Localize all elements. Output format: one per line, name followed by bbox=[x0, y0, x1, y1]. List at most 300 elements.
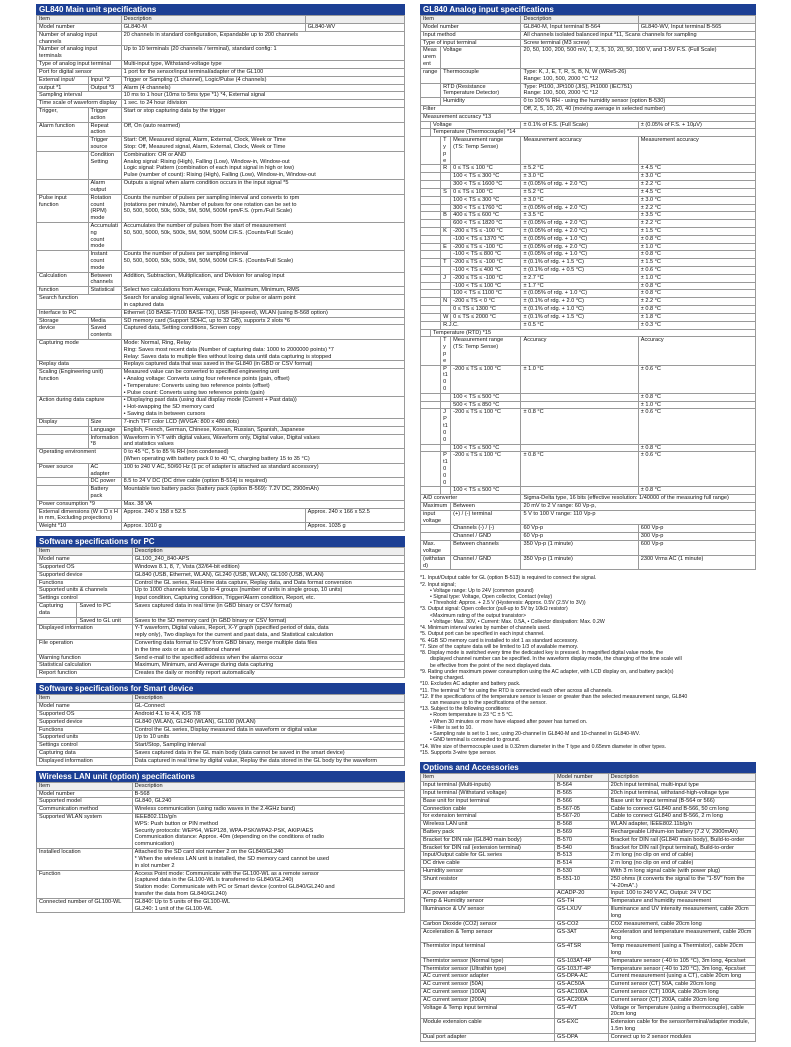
table-cell: Data captured in real time by digital value, Replay the data stored in the GL body by the waveform bbox=[132, 757, 404, 765]
table-row bbox=[421, 906, 756, 921]
table-cell: ± 1.5 °C bbox=[638, 259, 755, 267]
table-cell: Up to 10 terminals (20 channels / terminal), standard config: 1 bbox=[121, 46, 404, 61]
table-row bbox=[421, 973, 756, 981]
table-cell: ± 3.5 °C bbox=[638, 212, 755, 220]
table-cell bbox=[421, 98, 441, 106]
table-row bbox=[421, 555, 756, 570]
spec-table bbox=[36, 547, 405, 678]
table-cell: Temperature sensor (-40 to 105 °C), 3m long, 4pcs/set bbox=[608, 957, 755, 965]
table-row bbox=[421, 365, 756, 393]
table-row bbox=[421, 227, 756, 235]
table-cell: -100 < TS ≤ 400 °C bbox=[451, 267, 521, 275]
table-cell: Carbon Dioxide (CO2) sensor bbox=[421, 920, 555, 928]
table-row bbox=[421, 928, 756, 943]
table-cell: Approx. 1035 g bbox=[305, 523, 404, 531]
table-cell: Temp measurement (using a Thermistor), cable 20cm long bbox=[608, 943, 755, 958]
table-cell: 300 < TS ≤ 1600 °C bbox=[451, 181, 521, 189]
table-cell bbox=[441, 401, 451, 409]
table-row bbox=[421, 212, 756, 220]
table-cell: Condition Setting bbox=[88, 151, 121, 179]
table-cell bbox=[521, 393, 638, 401]
table-row bbox=[37, 100, 405, 108]
table-row bbox=[37, 849, 405, 870]
table-cell: ± 0.8 °C bbox=[638, 290, 755, 298]
table-row bbox=[37, 194, 405, 222]
table-cell: ± 1.0 °C bbox=[521, 365, 638, 393]
table-cell: GS-DPA-AC bbox=[555, 973, 609, 981]
table-cell: Off, On (auto rearmed) bbox=[121, 122, 404, 137]
table-cell: B bbox=[441, 212, 451, 220]
table-cell: Pulse input function bbox=[37, 194, 89, 222]
table-cell bbox=[421, 83, 441, 98]
table-row bbox=[421, 98, 756, 106]
table-row bbox=[421, 510, 756, 525]
footnote: *1. Input/Output cable for GL (option B-513) is required to connect the signal. bbox=[420, 575, 597, 582]
table-cell: Mode: Normal, Ring, Relay Ring: Saves most recent data (Number of capturing data: 1000 to 2000000 points) *7 Relay: Saves data to multiple files without losing data until data capturing is stopped bbox=[121, 339, 404, 360]
table-cell: ± 1.0 °C bbox=[638, 243, 755, 251]
table-row bbox=[37, 46, 405, 61]
table-cell bbox=[421, 329, 431, 337]
table-cell: Repeat action bbox=[88, 122, 121, 137]
table-cell: ± (0.05% of F.S. + 10μV) bbox=[638, 121, 755, 129]
table-cell: Current sensor (CT) 50A, cable 20cm long bbox=[608, 981, 755, 989]
table-cell: ± 2.2 °C bbox=[638, 298, 755, 306]
table-cell: Saved to PC bbox=[77, 602, 132, 617]
table-row bbox=[37, 180, 405, 195]
table-cell: ± 2.2 °C bbox=[638, 220, 755, 228]
table-cell: Voltage bbox=[431, 121, 521, 129]
table-cell: Statistical bbox=[88, 287, 121, 295]
table-cell: Supported OS bbox=[37, 710, 133, 718]
table-cell: ± 5.2 °C bbox=[521, 188, 638, 196]
table-row bbox=[421, 1033, 756, 1041]
table-row bbox=[421, 920, 756, 928]
table-cell: ± (0.1% of rdg. + 1.5 °C) bbox=[521, 259, 638, 267]
table-row bbox=[421, 129, 756, 137]
table-row bbox=[421, 996, 756, 1004]
table-row bbox=[421, 890, 756, 898]
table-cell bbox=[421, 452, 441, 487]
table-cell: B-540 bbox=[555, 844, 609, 852]
table-cell: With 3 m long signal cable (with power plug) bbox=[608, 868, 755, 876]
table-row bbox=[37, 309, 405, 317]
table-row bbox=[421, 83, 756, 98]
table-cell: Saves captured data in the GL main body (data cannot be saved in the smart device) bbox=[132, 749, 404, 757]
table-cell: ± 0.8 °C bbox=[521, 452, 638, 487]
table-row bbox=[37, 806, 405, 814]
table-cell: R.J.C. bbox=[441, 321, 521, 329]
table-row bbox=[37, 734, 405, 742]
table-cell: Screw terminal (M3 screw) bbox=[521, 39, 756, 47]
table-row bbox=[421, 957, 756, 965]
table-row bbox=[37, 295, 405, 310]
table-row bbox=[421, 173, 756, 181]
table-cell: 20ch input terminal, multi-input type bbox=[608, 782, 755, 790]
table-cell: 100 < TS ≤ 300 °C bbox=[451, 173, 521, 181]
table-cell: Acceleration and temperature measurement, cable 20cm long bbox=[608, 928, 755, 943]
table-cell: Input terminal (Withstand voltage) bbox=[421, 789, 555, 797]
table-cell: B-551-10 bbox=[555, 875, 609, 890]
table-cell: GL840-M, Input terminal B-564 bbox=[521, 24, 638, 32]
table-cell: Input terminal (Multi-inputs) bbox=[421, 782, 555, 790]
table-cell: English, French, German, Chinese, Korean, Russian, Spanish, Japanese bbox=[121, 426, 404, 434]
table-cell: Filter bbox=[421, 105, 521, 113]
table-cell bbox=[421, 137, 441, 165]
table-cell: ± 0.8 °C bbox=[638, 235, 755, 243]
table-cell: Battery pack bbox=[88, 486, 121, 501]
table-cell: ± 2.2 °C bbox=[638, 204, 755, 212]
table-cell bbox=[441, 251, 451, 259]
table-cell: SD memory card (Support SDHC, up to 32 GB), supports 2 slots *6 bbox=[121, 317, 404, 325]
table-cell: Description bbox=[608, 774, 755, 782]
table-row bbox=[37, 703, 405, 711]
table-row bbox=[37, 757, 405, 765]
table-cell bbox=[421, 220, 441, 228]
table-row bbox=[37, 31, 405, 46]
table-cell: 60 Vp-p bbox=[521, 533, 638, 541]
table-cell: Windows 8.1, 8, 7, Vista (32/64-bit edition) bbox=[132, 563, 404, 571]
table-cell: Connect up to 2 sensor modules bbox=[608, 1033, 755, 1041]
table-cell: GL840 (USB, Ethernet, WLAN), GL240 (USB, WLAN), GL100 (USB, WLAN) bbox=[132, 571, 404, 579]
table-cell: ± 0.8 °C bbox=[638, 306, 755, 314]
table-cell: Pt1000 bbox=[441, 452, 451, 487]
table-cell: Supported WLAN system bbox=[37, 814, 133, 849]
right-bottom bbox=[420, 762, 756, 1042]
table-cell: Temp & Humidity sensor bbox=[421, 898, 555, 906]
table-cell: AC current sensor (100A) bbox=[421, 989, 555, 997]
table-row bbox=[37, 107, 405, 122]
table-row bbox=[421, 821, 756, 829]
table-cell: GS-TH bbox=[555, 898, 609, 906]
table-cell: -200 ≤ TS ≤ -100 °C bbox=[451, 227, 521, 235]
table-cell: Humidity bbox=[441, 98, 521, 106]
table-row bbox=[37, 749, 405, 757]
table-cell: ± 2.7 °C bbox=[521, 274, 638, 282]
table-cell: Operating environment bbox=[37, 449, 122, 464]
footnotes bbox=[420, 575, 756, 756]
table-cell: 100 < TS ≤ 300 °C bbox=[451, 196, 521, 204]
footnote: *9. Rating under maximum power consumption using the AC adapter, with LCD display on, and battery pack(s) being charged. bbox=[420, 668, 674, 682]
table-cell: Item bbox=[421, 16, 521, 24]
table-cell: ± 0.8 °C bbox=[521, 409, 638, 444]
table-row bbox=[37, 122, 405, 137]
table-cell: Report function bbox=[37, 670, 133, 678]
table-cell: Current sensor (CT) 200A, cable 20cm long bbox=[608, 996, 755, 1004]
table-row bbox=[37, 726, 405, 734]
table-cell bbox=[521, 487, 638, 495]
table-cell: 0 ≤ TS ≤ 100 °C bbox=[451, 165, 521, 173]
table-cell: AC current sensor (200A) bbox=[421, 996, 555, 1004]
table-cell: Thermistor input terminal bbox=[421, 943, 555, 958]
table-cell: GL840, GL240 bbox=[132, 798, 404, 806]
table-cell: RTD (Resistance Temperature Detector) bbox=[441, 83, 521, 98]
table-cell: GL840: Up to 5 units of the GL100-WL GL240: 1 unit of the GL100-WL bbox=[132, 898, 404, 913]
table-cell: Control the GL series, Display measured data in waveform or digital value bbox=[132, 726, 404, 734]
table-row bbox=[37, 76, 405, 84]
table-row bbox=[421, 181, 756, 189]
table-cell: 300 Vp-p bbox=[638, 533, 755, 541]
table-cell: GL840 (WLAN), GL240 (WLAN), GL100 (WLAN) bbox=[132, 718, 404, 726]
table-cell bbox=[441, 204, 451, 212]
table-cell: Combination: OR or AND Analog signal: Rising (High), Falling (Low), Window-in, Window-out Logic signal: Pattern (combination of each input signal in high or low) Pulse (number of count): Rising (High), Falling (Low), Window-in, Window-out bbox=[121, 151, 404, 179]
table-cell: Number of analog input channels bbox=[37, 31, 122, 46]
table-cell: ± 1.8 °C bbox=[638, 313, 755, 321]
table-cell: Supported device bbox=[37, 718, 133, 726]
table-cell: Temperature sensor (-40 to 120 °C), 3m long, 4pcs/set bbox=[608, 965, 755, 973]
table-cell: ± 1.5 °C bbox=[638, 227, 755, 235]
table-cell: Temperature and humidity measurement bbox=[608, 898, 755, 906]
table-cell: Start: Off, Measured signal, Alarm, External, Clock, Week or Time Stop: Off, Measured signal, Alarm, External, Clock, Week or Time bbox=[121, 137, 404, 152]
table-cell bbox=[421, 267, 441, 275]
table-cell bbox=[521, 401, 638, 409]
table-cell: Model name bbox=[37, 703, 133, 711]
table-cell: Cable to connect GL840 and B-566, 50 cm long bbox=[608, 805, 755, 813]
table-cell: Extension cable for the sensor/terminal/adapter module, 1.5m long bbox=[608, 1019, 755, 1034]
table-cell: ± 0.6 °C bbox=[638, 409, 755, 444]
table-row bbox=[421, 105, 756, 113]
table-cell: • Displaying past data (using dual display mode (Current + Past data)) • Hot-swapping the SD memory card • Saving data in between cursors bbox=[121, 397, 404, 418]
table-row bbox=[37, 426, 405, 434]
table-cell: Send e-mail to the specified address when the alarms occur bbox=[132, 654, 404, 662]
table-cell: ± (0.05% of rdg. + 1.0 °C) bbox=[521, 235, 638, 243]
table-cell: ± 0.3 °C bbox=[638, 321, 755, 329]
table-row bbox=[421, 495, 756, 503]
table-cell bbox=[421, 251, 441, 259]
table-cell: Item bbox=[37, 548, 133, 556]
table-cell: GS-AC100A bbox=[555, 989, 609, 997]
table-cell: Item bbox=[37, 16, 122, 24]
table-cell: Counts the number of pulses per sampling interval and converts to rpm (rotations per minute), Number of pulses for one rotation can be set to 50, 500, 5000, 50k, 500k, 5M, 50M, 500M rpm/F.S. (rpm./Full Scale) bbox=[121, 194, 404, 222]
table-row bbox=[37, 523, 405, 531]
table-cell: DC power bbox=[88, 478, 121, 486]
spec-section bbox=[420, 762, 756, 1042]
table-cell: ± 0.6 °C bbox=[638, 452, 755, 487]
table-cell: Model name bbox=[37, 556, 133, 564]
table-cell: ± (0.05% of rdg. + 1.0 °C) bbox=[521, 251, 638, 259]
table-header-row bbox=[421, 774, 756, 782]
table-cell: ± (0.05% of rdg. + 2.0 °C) bbox=[521, 181, 638, 189]
table-cell: Type of analog input terminal bbox=[37, 61, 122, 69]
table-cell: Installed location bbox=[37, 849, 133, 870]
table-cell: 500 < TS ≤ 850 °C bbox=[451, 401, 521, 409]
table-row bbox=[421, 220, 756, 228]
table-cell: All channels isolated balanced input *11, Scans channels for sampling bbox=[521, 31, 756, 39]
table-row bbox=[37, 418, 405, 426]
table-header-row bbox=[37, 782, 405, 790]
table-cell: WLAN adapter, IEEE802.11b/g/n bbox=[608, 821, 755, 829]
table-cell bbox=[441, 393, 451, 401]
table-cell: Model number bbox=[421, 24, 521, 32]
table-row bbox=[421, 409, 756, 444]
table-row bbox=[37, 508, 405, 523]
table-cell: Type: K, J, E, T, R, S, B, N, W (WRe5-26) Range: 100, 500, 2000 °C *12 bbox=[521, 68, 756, 83]
table-cell: Alarm (4 channels) bbox=[121, 84, 404, 92]
table-cell: Battery pack bbox=[421, 828, 555, 836]
table-cell: GS-103AT-4P bbox=[555, 957, 609, 965]
table-row bbox=[37, 587, 405, 595]
table-row bbox=[421, 39, 756, 47]
left-column bbox=[36, 4, 405, 918]
table-row bbox=[421, 844, 756, 852]
table-cell: 300 < TS ≤ 1760 °C bbox=[451, 204, 521, 212]
table-cell: Display bbox=[37, 418, 89, 426]
table-header-row bbox=[37, 695, 405, 703]
footnote: *2. Input signal; • Voltage range: Up to 24V (common ground) • Signal type: Voltage, Open collector, Contact (relay) • Threshold: Approx. + 2.5 V (Hysteresis: Approx. 0.5V (2.5V to 3V)) bbox=[420, 581, 586, 607]
table-cell: IEEE802.11b/g/n WPS: Push button or PIN method Security protocols: WEP64, WEP128, WPA-PSK/WPA2-PSK, AKIP/AES Communication distance: Approx. 40m (depending on the conditions of radio communication) bbox=[132, 814, 404, 849]
table-cell: GL840-WV, Input terminal B-565 bbox=[638, 24, 755, 32]
table-cell: Thermocouple bbox=[441, 68, 521, 83]
table-cell: DC drive cable bbox=[421, 860, 555, 868]
table-cell bbox=[441, 173, 451, 181]
table-cell: Attached to the SD card slot number 2 on the GL840/GL240 * When the wireless LAN unit is installed, the SD memory card cannot be used in slot number 2 bbox=[132, 849, 404, 870]
table-cell: Supported units bbox=[37, 734, 133, 742]
table-row bbox=[421, 533, 756, 541]
table-cell: A/D converter bbox=[421, 495, 521, 503]
table-cell: Trigger action bbox=[88, 107, 121, 122]
table-cell: Description bbox=[132, 695, 404, 703]
spec-table bbox=[420, 15, 756, 570]
table-cell: 7-inch TFT color LCD (WVGA: 800 x 480 dots) bbox=[121, 418, 404, 426]
table-cell: 0 to 45 °C, 5 to 85 % RH (non condensed) (When operating with battery pack 0 to 40 °C, charging battery 15 to 35 °C) bbox=[121, 449, 404, 464]
table-cell: for extension terminal bbox=[421, 813, 555, 821]
table-row bbox=[37, 478, 405, 486]
table-cell: Function bbox=[37, 870, 133, 898]
table-cell: -200 ≤ TS ≤ 100 °C bbox=[451, 365, 521, 393]
table-row bbox=[421, 251, 756, 259]
table-cell bbox=[421, 243, 441, 251]
table-cell: Scaling (Engineering unit) function bbox=[37, 369, 122, 397]
table-cell: Accuracy bbox=[638, 337, 755, 365]
table-cell: Accuracy bbox=[521, 337, 638, 365]
table-row bbox=[37, 369, 405, 397]
table-cell: Input: 100 to 240 V AC, Output: 24 V DC bbox=[608, 890, 755, 898]
table-row bbox=[421, 503, 756, 511]
table-row bbox=[37, 602, 405, 617]
table-cell: Voltage or Temperature (using a thermocouple), cable 20cm long bbox=[608, 1004, 755, 1019]
table-row bbox=[37, 595, 405, 603]
table-row bbox=[37, 137, 405, 152]
table-cell: Language bbox=[88, 426, 121, 434]
right-top bbox=[420, 4, 756, 570]
table-row bbox=[37, 272, 405, 287]
table-row bbox=[37, 640, 405, 655]
table-cell: Control the GL series, Real-time data capture, Replay data, and Data format conversion bbox=[132, 579, 404, 587]
table-row bbox=[37, 449, 405, 464]
table-cell: GS-EXC bbox=[555, 1019, 609, 1034]
table-cell: S bbox=[441, 188, 451, 196]
table-cell: Supported OS bbox=[37, 563, 133, 571]
table-cell: ± 0.6 °C bbox=[638, 365, 755, 393]
table-cell bbox=[421, 259, 441, 267]
footnote: *8. Display mode is switched every time the dedicated key is pressed. In magnified digital value mode, the displayed channel number can be specified. In the waveform display mode, the changing of the time scale will be effective from the point of the next displayed data. bbox=[420, 650, 682, 669]
spec-section bbox=[36, 4, 405, 531]
table-cell: Between bbox=[451, 503, 521, 511]
table-cell: ACADP-20 bbox=[555, 890, 609, 898]
table-cell: 100 < TS ≤ 1100 °C bbox=[451, 290, 521, 298]
table-cell: Start/Stop, Sampling interval bbox=[132, 742, 404, 750]
table-cell bbox=[421, 235, 441, 243]
table-cell: 2 m long (no clip on end of cable) bbox=[608, 860, 755, 868]
table-cell: 1 port for the sensor/input terminal/adapter of the GL100 bbox=[121, 68, 404, 76]
table-cell: ± 0.6 °C bbox=[638, 267, 755, 275]
table-row bbox=[37, 68, 405, 76]
table-cell: 350 Vp-p (1 minute) bbox=[521, 555, 638, 570]
table-cell: B-567-05 bbox=[555, 805, 609, 813]
table-cell: range bbox=[421, 68, 441, 83]
table-cell bbox=[37, 151, 89, 179]
table-row bbox=[421, 836, 756, 844]
table-cell: B-567-20 bbox=[555, 813, 609, 821]
footnote: *15. Supports 3-wire type sensor. bbox=[420, 749, 497, 756]
table-cell bbox=[421, 487, 441, 495]
table-cell: 8.5 to 24 V DC (DC drive cable (option B-514) is required) bbox=[121, 478, 404, 486]
table-cell: Off, 2, 5, 10, 20, 40 (moving average in selected number) bbox=[521, 105, 756, 113]
table-cell: B-568 bbox=[132, 790, 404, 798]
table-row bbox=[37, 325, 405, 340]
table-cell: device bbox=[37, 325, 89, 340]
table-cell: ± (0.05% of rdg. + 2.0 °C) bbox=[521, 220, 638, 228]
table-cell: 0 to 100 % RH - using the humidity sensor (option B-530) bbox=[521, 98, 756, 106]
table-row bbox=[37, 339, 405, 360]
table-cell: Temperature (Thermocouple) *14 bbox=[431, 129, 756, 137]
table-cell: Input condition, Capturing condition, Trigger/Alarm condition, Report, etc. bbox=[132, 595, 404, 603]
table-cell: Creates the daily or monthly report automatically bbox=[132, 670, 404, 678]
table-cell: 250 ohms (it converts the signal to the "1-5V" from the "4-20mA".) bbox=[608, 875, 755, 890]
table-cell: Trigger or Sampling (1 channel), Logic/Pulse (4 channels) bbox=[121, 76, 404, 84]
table-row bbox=[421, 31, 756, 39]
table-cell: Replays captured data that was saved in the GL840 (in GBD or CSV format) bbox=[121, 361, 404, 369]
table-cell: Temperature (RTD) *15 bbox=[431, 329, 756, 337]
table-cell: Module extension cable bbox=[421, 1019, 555, 1034]
table-cell: input voltage bbox=[421, 510, 451, 525]
table-cell: Access Point mode: Communicate with the GL100-WL as a remote sensor (captured data in the GL100-WL is transferred to GL840/GL240) Station mode: Communicate with PC or Smart device (control GL840/GL240 and transfer the data from GL840/GL240) bbox=[132, 870, 404, 898]
table-cell: Functions bbox=[37, 726, 133, 734]
table-cell: Storage bbox=[37, 317, 89, 325]
table-row bbox=[421, 321, 756, 329]
table-cell bbox=[441, 196, 451, 204]
table-row bbox=[37, 556, 405, 564]
table-row bbox=[421, 313, 756, 321]
table-header-row bbox=[37, 16, 405, 24]
table-cell: Rotation count (RPM) mode bbox=[88, 194, 121, 222]
table-cell: Description bbox=[132, 782, 404, 790]
table-cell: Description bbox=[121, 16, 305, 24]
table-cell: Warning function bbox=[37, 654, 133, 662]
table-cell bbox=[421, 188, 441, 196]
table-row bbox=[421, 337, 756, 365]
table-cell bbox=[421, 337, 441, 365]
table-cell: External input/ bbox=[37, 76, 89, 84]
table-cell: Channel / GND bbox=[451, 555, 521, 570]
spec-section bbox=[36, 536, 405, 678]
table-cell: GL-Connect bbox=[132, 703, 404, 711]
table-row bbox=[421, 860, 756, 868]
table-cell: Measurement accuracy *13 bbox=[421, 113, 756, 121]
table-cell bbox=[421, 274, 441, 282]
table-cell: GL840-M bbox=[121, 24, 305, 32]
table-row bbox=[37, 251, 405, 272]
table-row bbox=[421, 943, 756, 958]
table-cell: Base unit for input terminal (B-564 or 566) bbox=[608, 797, 755, 805]
table-cell: B-513 bbox=[555, 852, 609, 860]
spec-table bbox=[420, 773, 756, 1041]
table-row bbox=[421, 290, 756, 298]
table-cell: 20, 50, 100, 200, 500 mV, 1, 2, 5, 10, 20, 50, 100 V, and 1-5V F.S. (Full Scale) bbox=[521, 47, 756, 68]
table-row bbox=[421, 444, 756, 452]
table-cell: ± (0.1% of rdg. + 1.5 °C) bbox=[521, 313, 638, 321]
table-cell: K bbox=[441, 227, 451, 235]
table-cell: Search for analog signal levels, values of logic or pulse or alarm point in captured data bbox=[121, 295, 404, 310]
